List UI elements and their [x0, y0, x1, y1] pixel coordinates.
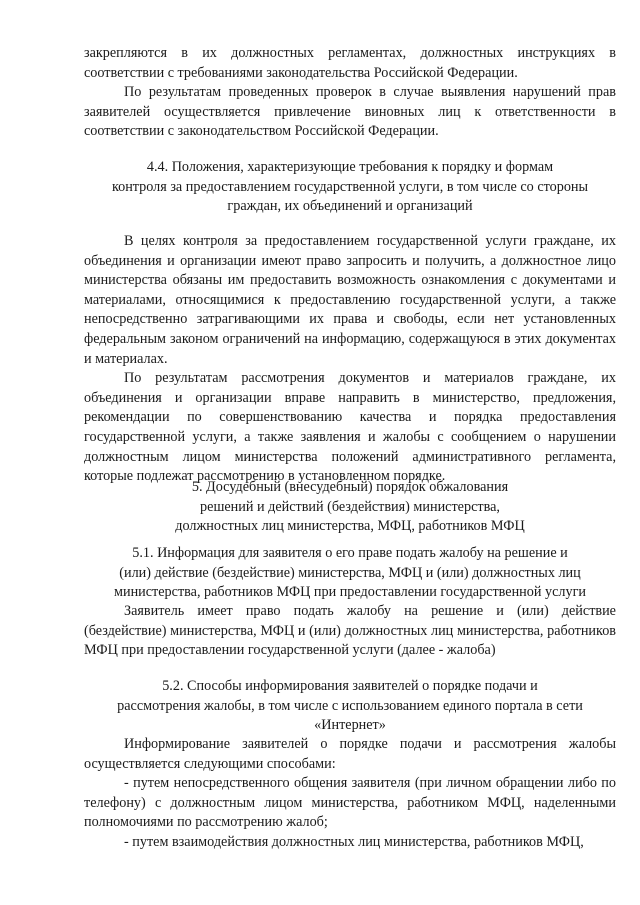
heading-5-1 — [84, 544, 616, 603]
heading-4-4 — [84, 158, 616, 217]
heading-line: «Интернет» — [314, 717, 386, 734]
heading-line: (или) действие (бездействие) министерства, МФЦ и (или) должностных лиц — [119, 564, 581, 581]
section-5-1-body — [84, 602, 616, 661]
paragraph: По результатам проведенных проверок в случае выявления нарушений прав заявителей осуществляется привлечение виновных лиц к ответственности в соответствии с законодательством Российской Федерации. — [84, 84, 616, 140]
heading-line: 5.2. Способы информирования заявителей о порядке подачи и — [162, 678, 538, 694]
paragraph: В целях контроля за предоставлением государственной услуги граждане, их объединения и организации имеют право запросить и получить, а должностное лицо министерства обязаны им предоставить возможность ознакомления с документами и материалами, относящимися к предоставлению государственной услуги, а также непосредственно затрагивающими их права и свободы, если нет установленных федеральным законом ограничений на информацию, содержащуюся в этих документах и материалах. — [84, 233, 616, 367]
heading-line: рассмотрения жалобы, в том числе с использованием единого портала в сети — [117, 697, 583, 714]
heading-line: 5. Досудебный (внесудебный) порядок обжалования — [191, 479, 509, 495]
section-5-2-body — [84, 735, 616, 853]
heading-line: 4.4. Положения, характеризующие требования к порядку и формам — [146, 159, 554, 175]
heading-line: контроля за предоставлением государственной услуги, в том числе со стороны — [111, 178, 589, 195]
paragraph: закрепляются в их должностных регламентах, должностных инструкциях в соответствии с требованиями законодательства Российской Федерации. — [84, 45, 616, 81]
heading-line: решений и действий (бездействия) министерства, — [200, 498, 500, 515]
list-item: - путем взаимодействия должностных лиц министерства, работников МФЦ, — [124, 833, 584, 850]
paragraph: По результатам рассмотрения документов и материалов граждане, их объединения и организации вправе направить в министерство, предложения, рекомендации по совершенствованию качества и порядка предоставления государственной услуги, а также заявления и жалобы с сообщением о нарушении должностным лицом министерства положений административного регламента, которые подлежат рассмотрению в установленном порядке. — [84, 370, 616, 485]
section-4-3-end — [84, 44, 616, 142]
section-4-4-body — [84, 232, 616, 487]
list-item: - путем непосредственного общения заявителя (при личном обращении либо по телефону) с должностным лицом министерства, работником МФЦ, наделенными полномочиями по рассмотрению жалоб; — [84, 775, 616, 831]
heading-line: граждан, их объединений и организаций — [227, 198, 473, 215]
paragraph: Заявитель имеет право подать жалобу на решение и (или) действие (бездействие) министерства, МФЦ и (или) должностных лиц министерства, работников МФЦ при предоставлении государственной услуги (далее - жалоба) — [84, 603, 616, 659]
heading-5 — [84, 478, 616, 537]
heading-line: 5.1. Информация для заявителя о его праве подать жалобу на решение и — [132, 545, 568, 561]
heading-5-2 — [84, 677, 616, 736]
heading-line: министерства, работников МФЦ при предоставлении государственной услуги — [114, 584, 586, 601]
paragraph: Информирование заявителей о порядке подачи и рассмотрения жалобы осуществляется следующими способами: — [84, 736, 616, 772]
heading-line: должностных лиц министерства, МФЦ, работников МФЦ — [175, 518, 525, 535]
